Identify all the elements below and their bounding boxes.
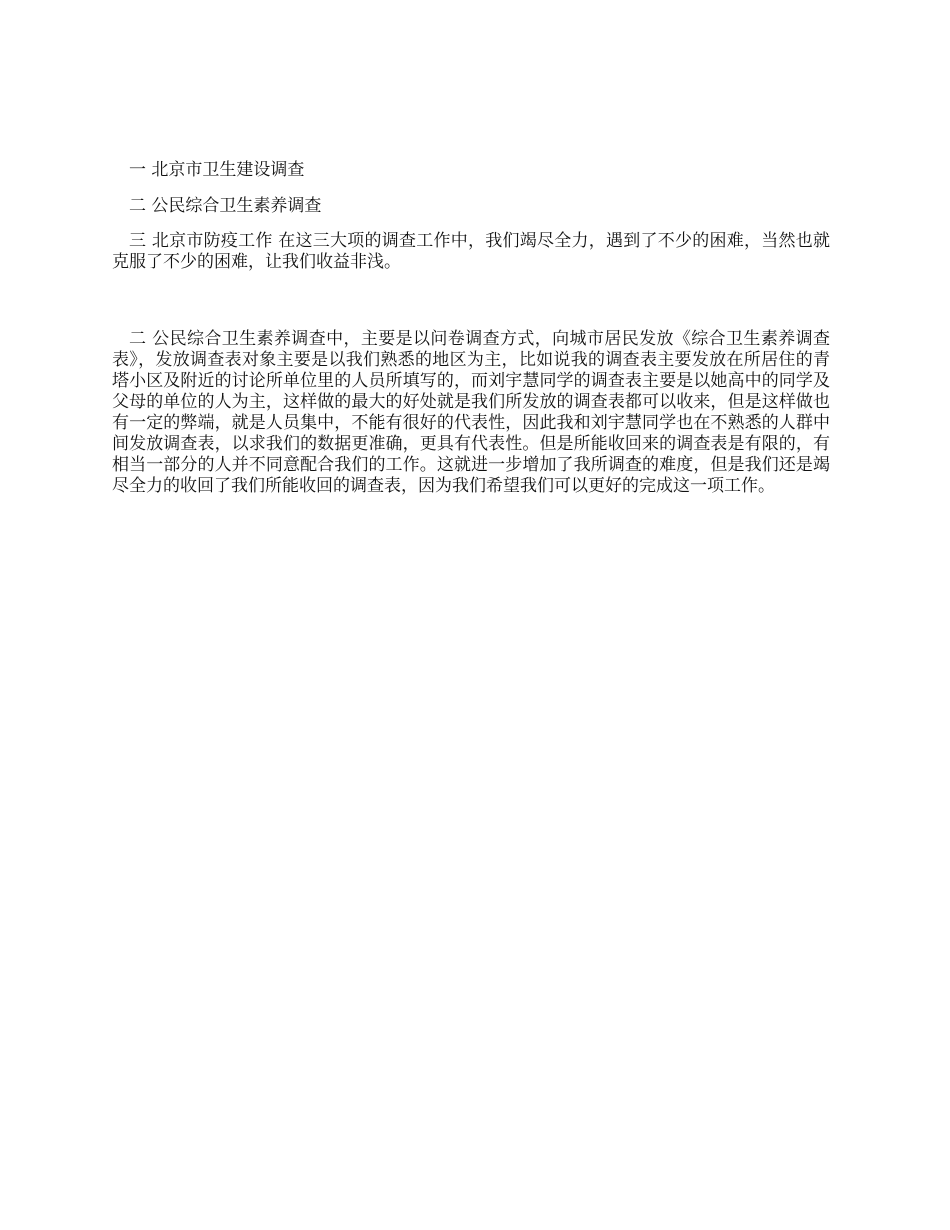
document-page: [112, 160, 830, 497]
paragraph-item-2: 二 公民综合卫生素养调查: [129, 196, 322, 216]
paragraph-body: 二 公民综合卫生素养调查中，主要是以问卷调查方式，向城市居民发放《综合卫生素养调查表》，发放调查表对象主要是以我们熟悉的地区为主，比如说我的调查表主要发放在所居住的青塔小区及附近的讨论所单位里的人员所填写的，而刘宇慧同学的调查表主要是以她高中的同学及父母的单位的人为主，这样做的最大的好处就是我们所发放的调查表都可以收来，但是这样做也有一定的弊端，就是人员集中，不能有很好的代表性，因此我和刘宇慧同学也在不熟悉的人群中间发放调查表，以求我们的数据更准确，更具有代表性。但是所能收回来的调查表是有限的，有相当一部分的人并不同意配合我们的工作。这就进一步增加了我所调查的难度，但是我们还是竭尽全力的收回了我们所能收回的调查表，因为我们希望我们可以更好的完成这一项工作。: [112, 329, 830, 496]
paragraph-item-3: 三 北京市防疫工作 在这三大项的调查工作中，我们竭尽全力，遇到了不少的困难，当然也就克服了不少的困难，让我们收益非浅。: [112, 231, 830, 272]
paragraph-item-1: 一 北京市卫生建设调查: [129, 160, 305, 180]
